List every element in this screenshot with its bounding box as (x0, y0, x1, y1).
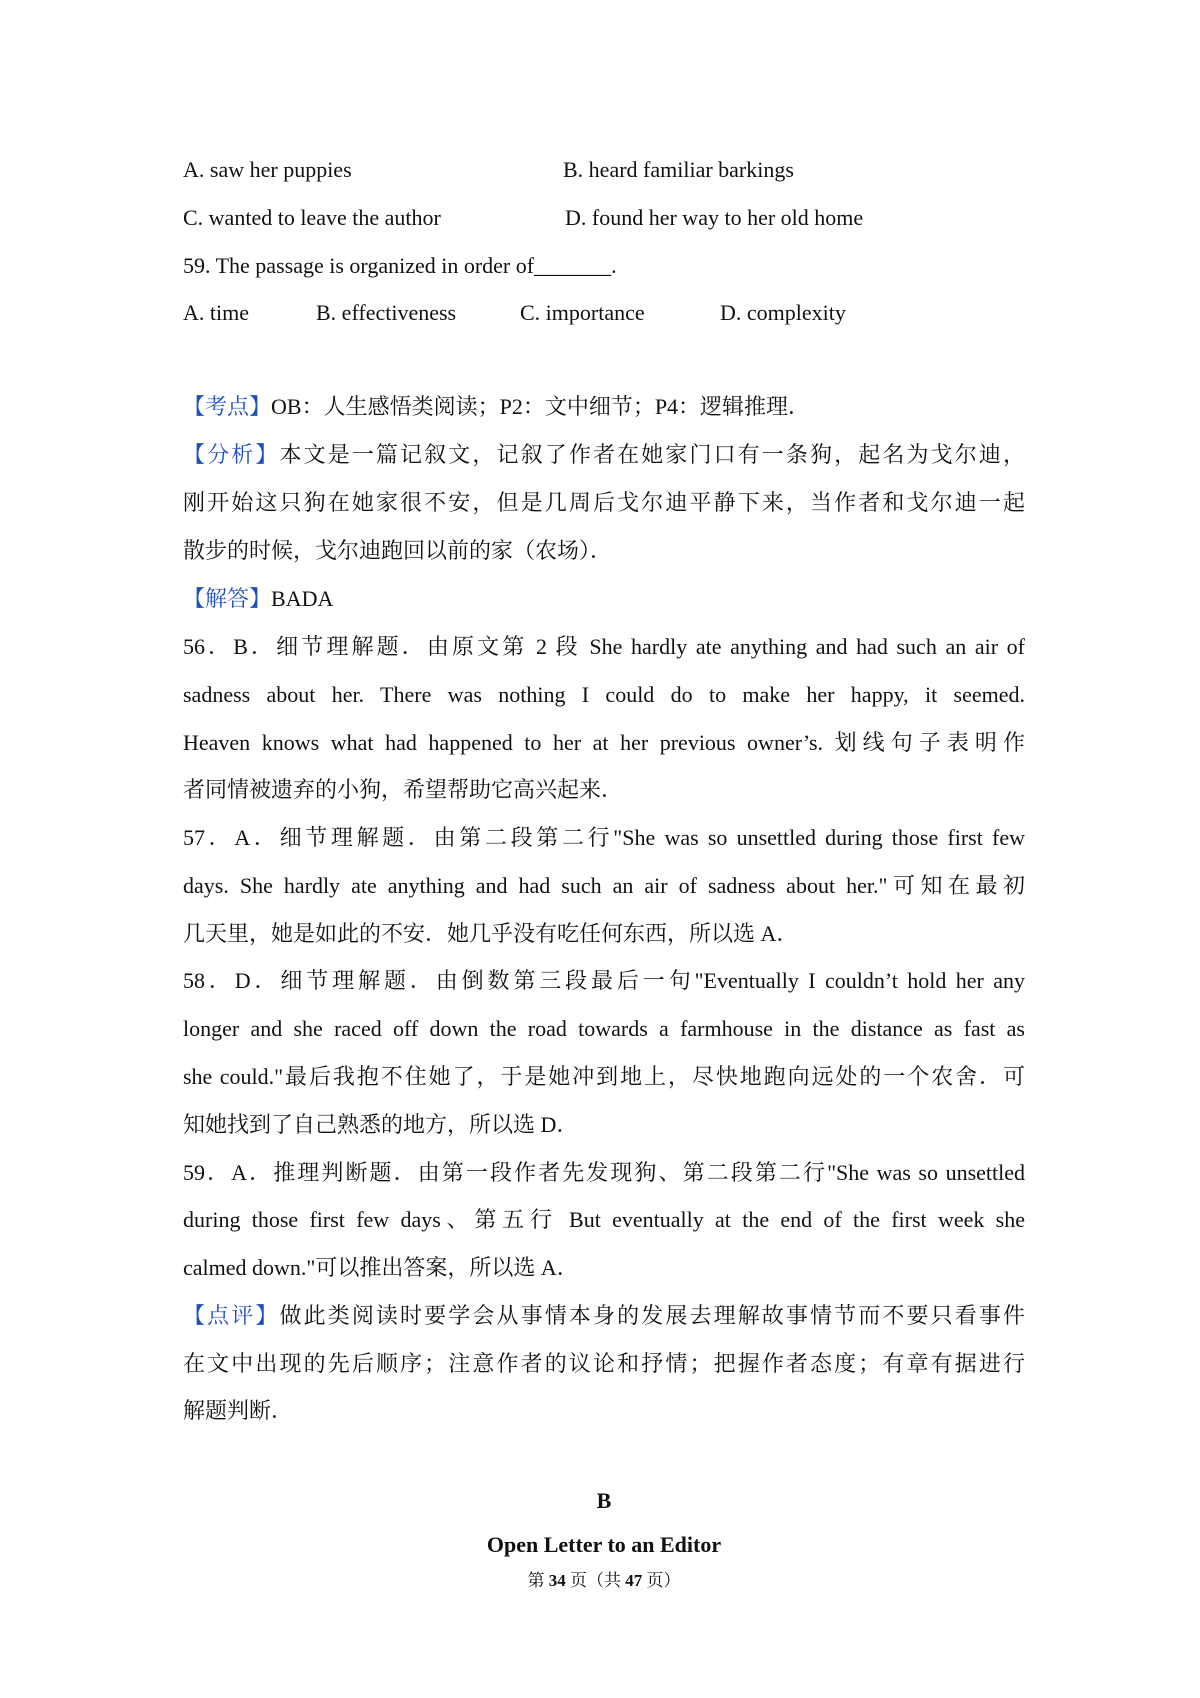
dianping-line-2: 在文中出现的先后顺序；注意作者的议论和抒情；把握作者态度；有章有据进行 (183, 1351, 1025, 1376)
fenxi-line-1 (183, 440, 1025, 470)
fenxi-line-2: 刚开始这只狗在她家很不安，但是几周后戈尔迪平静下来，当作者和戈尔迪一起 (183, 490, 1025, 515)
q59-option-d: D. complexity (720, 300, 846, 325)
footer-middle: 页（共 (565, 1571, 626, 1590)
footer-prefix: 第 (527, 1571, 549, 1590)
q58-option-c: C. wanted to leave the author (183, 205, 441, 230)
footer-suffix: 页） (642, 1571, 681, 1590)
kaodian-text: OB：人生感悟类阅读；P2：文中细节；P4：逻辑推理． (271, 394, 811, 419)
footer-page-number: 34 (548, 1571, 566, 1590)
expl-56-line-3: Heaven knows what had happened to her at her previous owner’s. 划线句子表明作 (183, 730, 1025, 755)
q59-option-c: C. importance (520, 300, 645, 325)
dianping-line-1 (183, 1301, 1025, 1331)
q58-option-d: D. found her way to her old home (565, 205, 864, 230)
expl-57-line-3: 几天里，她是如此的不安．她几乎没有吃任何东西，所以选 A． (183, 921, 799, 946)
fenxi-tag: 【分析】 (183, 442, 280, 467)
q59-option-b: B. effectiveness (316, 300, 457, 325)
expl-57-line-1: 57．A．细节理解题．由第二段第二行"She was so unsettled during those first few (183, 825, 1025, 850)
expl-58-line-1: 58．D．细节理解题．由倒数第三段最后一句"Eventually I couldn’t hold her any (183, 968, 1025, 993)
expl-58-line-4: 知她找到了自己熟悉的地方，所以选 D． (183, 1112, 579, 1137)
q59-option-a: A. time (183, 300, 249, 325)
expl-56-line-2: sadness about her. There was nothing I could do to make her happy, it seemed. (183, 682, 1025, 707)
page-footer (183, 1566, 1025, 1591)
expl-58-line-2: longer and she raced off down the road towards a farmhouse in the distance as fast as (183, 1016, 1025, 1041)
jieda-answer: BADA (271, 586, 334, 611)
expl-56-line-4: 者同情被遗弃的小狗，希望帮助它高兴起来． (183, 777, 624, 802)
section-letter: B (596, 1488, 612, 1513)
kaodian-line (183, 392, 810, 422)
dianping-text-1: 做此类阅读时要学会从事情本身的发展去理解故事情节而不要只看事件 (279, 1303, 1025, 1328)
q59-stem: 59. The passage is organized in order of_______. (183, 253, 617, 278)
kaodian-tag: 【考点】 (183, 394, 272, 419)
expl-59-line-1: 59．A．推理判断题．由第一段作者先发现狗、第二段第二行"She was so unsettled (183, 1160, 1025, 1185)
expl-59-line-3: calmed down."可以推出答案，所以选 A． (183, 1255, 579, 1280)
fenxi-text-1: 本文是一篇记叙文，记叙了作者在她家门口有一条狗，起名为戈尔迪， (279, 442, 1025, 467)
footer-total-pages: 47 (625, 1571, 643, 1590)
dianping-line-3: 解题判断． (183, 1398, 294, 1423)
jieda-line (183, 584, 333, 614)
fenxi-line-3: 散步的时候，戈尔迪跑回以前的家（农场）． (183, 538, 613, 563)
section-title: Open Letter to an Editor (486, 1532, 722, 1557)
expl-58-line-3: she could."最后我抱不住她了，于是她冲到地上，尽快地跑向远处的一个农舍．可 (183, 1064, 1025, 1089)
dianping-tag: 【点评】 (183, 1303, 280, 1328)
expl-57-line-2: days. She hardly ate anything and had such an air of sadness about her."可知在最初 (183, 873, 1025, 898)
expl-56-line-1: 56．B．细节理解题．由原文第 2 段 She hardly ate anything and had such an air of (183, 634, 1025, 659)
expl-59-line-2: during those first few days、第五行 But eventually at the end of the first week she (183, 1207, 1025, 1232)
jieda-tag: 【解答】 (183, 586, 272, 611)
q58-option-b: B. heard familiar barkings (563, 157, 794, 182)
q58-option-a: A. saw her puppies (183, 157, 352, 182)
